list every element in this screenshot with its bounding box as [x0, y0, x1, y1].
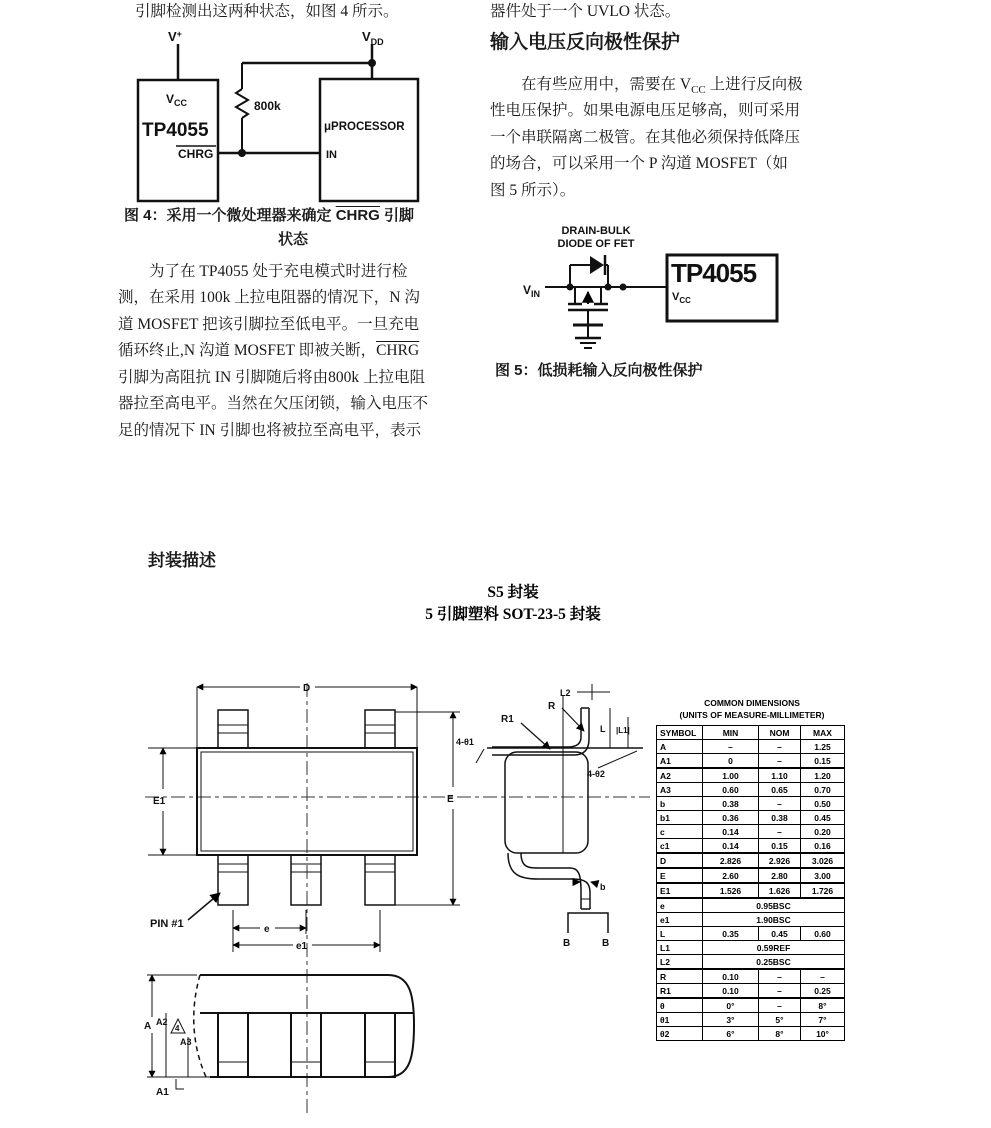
dim-symbol-cell: e1: [657, 913, 703, 927]
chrg-overlined: CHRG: [335, 207, 380, 224]
dim-table-row: [657, 768, 845, 783]
figure-5-caption: 图 5：低损耗输入反向极性保护: [495, 362, 703, 379]
dim-symbol-cell: E: [657, 868, 703, 883]
dim-table-row: [657, 740, 845, 754]
body-line: 器拉至高电平。当然在欠压闭锁，输入电压不: [118, 395, 429, 412]
side-view: [147, 975, 414, 1077]
dim-value-cell: 5°: [759, 1013, 801, 1027]
dim-A1-label: A1: [156, 1087, 169, 1098]
col-header-max: MAX: [801, 726, 845, 740]
package-drawing: [140, 675, 654, 1125]
drain-bulk-note-line2: DIODE OF FET: [557, 238, 635, 250]
body-line: 的场合，可以采用一个 P 沟道 MOSFET（如: [490, 155, 788, 172]
dim-table-header-row: [657, 726, 845, 740]
dim-symbol-cell: R1: [657, 984, 703, 999]
body-line: 性电压保护。如果电源电压足够高，则可采用: [490, 102, 801, 119]
dim-value-cell: 1.25: [801, 740, 845, 754]
in-pin-label: IN: [326, 149, 337, 161]
dim-R-label: R: [548, 701, 556, 712]
dim-table-row: [657, 853, 845, 868]
dim-symbol-cell: R: [657, 969, 703, 984]
body-text: 引脚检测出这两种状态，如图 4 所示。: [135, 3, 399, 20]
figure-4-caption-line2: 状态: [277, 231, 308, 248]
dim-table-row: [657, 998, 845, 1013]
dim-table-row: [657, 955, 845, 970]
dim-L-label: L: [600, 724, 606, 734]
dimensions-table-block: [656, 697, 848, 1041]
dim-symbol-cell: θ1: [657, 1013, 703, 1027]
dim-value-cell: 2.80: [759, 868, 801, 883]
dim-table-row: [657, 984, 845, 999]
package-section-heading: 封装描述: [148, 551, 216, 570]
chrg-overlined: CHRG: [376, 342, 420, 359]
dim-table-row: [657, 941, 845, 955]
dim-R1-label: R1: [501, 714, 514, 725]
dim-value-cell: 0.38: [759, 811, 801, 825]
dim-value-cell: 0.10: [703, 969, 759, 984]
body-line: 器件处于一个 UVLO 状态。: [490, 3, 681, 20]
dim-E-label: E: [447, 794, 454, 805]
dim-value-cell: 0.14: [703, 825, 759, 839]
dim-symbol-cell: c1: [657, 839, 703, 854]
dim-A-label: A: [144, 1021, 152, 1032]
dim-value-cell: 2.826: [703, 853, 759, 868]
dim-symbol-cell: e: [657, 898, 703, 913]
dim-table-row: [657, 1027, 845, 1041]
body-line: 测，在采用 100k 上拉电阻器的情况下，N 沟: [118, 289, 420, 306]
vplus-label: V+: [168, 29, 182, 44]
dim-value-cell: 0.25BSC: [703, 955, 845, 970]
dim-E1-label: E1: [153, 796, 166, 807]
figure-4-circuit: [120, 25, 472, 207]
dim-symbol-cell: L1: [657, 941, 703, 955]
dim-table-row: [657, 868, 845, 883]
dim-value-cell: 0.95BSC: [703, 898, 845, 913]
dim-value-cell: 0.60: [801, 927, 845, 941]
resistor-value-label: 800k: [254, 99, 281, 113]
dim-value-cell: 0.59REF: [703, 941, 845, 955]
dim-symbol-cell: A2: [657, 768, 703, 783]
processor-box: [320, 79, 418, 201]
dim-value-cell: 2.926: [759, 853, 801, 868]
ground-symbol: [573, 325, 603, 348]
vcc-subscript: CC: [691, 84, 706, 97]
pin1-label: PIN #1: [150, 918, 184, 930]
dim-table-row: [657, 839, 845, 854]
figure-5-circuit: [493, 222, 793, 362]
dim-value-cell: 0.10: [703, 984, 759, 999]
dim-table: [656, 725, 845, 1041]
dim-table-row: [657, 913, 845, 927]
dim-value-cell: 0.60: [703, 783, 759, 797]
dim-table-row: [657, 797, 845, 811]
dim-value-cell: 0.70: [801, 783, 845, 797]
tp4055-label: TP4055: [671, 258, 757, 288]
dim-b-label: b: [600, 882, 606, 892]
dim-value-cell: 1.526: [703, 883, 759, 898]
dim-value-cell: –: [759, 740, 801, 754]
dim-value-cell: –: [759, 825, 801, 839]
dim-table-row: [657, 898, 845, 913]
dim-symbol-cell: E1: [657, 883, 703, 898]
dim-value-cell: 1.00: [703, 768, 759, 783]
body-line: 一个串联隔离二极管。在其他必须保持低降压: [490, 129, 801, 146]
dim-symbol-cell: b1: [657, 811, 703, 825]
dim-value-cell: 8°: [759, 1027, 801, 1041]
dim-value-cell: 0.38: [703, 797, 759, 811]
dim-table-row: [657, 883, 845, 898]
dim-value-cell: 3°: [703, 1013, 759, 1027]
dim-symbol-cell: A3: [657, 783, 703, 797]
dim-E: [395, 712, 460, 905]
dim-symbol-cell: c: [657, 825, 703, 839]
dim-value-cell: 2.60: [703, 868, 759, 883]
dim-A3-label: A3: [180, 1037, 192, 1047]
dim-symbol-cell: A1: [657, 754, 703, 769]
dim-value-cell: 3.00: [801, 868, 845, 883]
dim-value-cell: 0.20: [801, 825, 845, 839]
dim-value-cell: 6°: [703, 1027, 759, 1041]
table-title-line2: (UNITS OF MEASURE-MILLIMETER): [679, 710, 825, 720]
section-B-label: B: [602, 938, 610, 949]
package-title-line1: S5 封装: [487, 584, 539, 601]
dim-e-label: e: [264, 924, 270, 935]
processor-label: μPROCESSOR: [324, 121, 405, 133]
dim-table-body: [657, 740, 845, 1041]
dim-value-cell: 0°: [703, 998, 759, 1013]
section-B-label: B: [563, 938, 571, 949]
dim-symbol-cell: θ: [657, 998, 703, 1013]
dim-value-cell: –: [759, 797, 801, 811]
dim-value-cell: –: [801, 969, 845, 984]
dim-table-row: [657, 1013, 845, 1027]
dim-value-cell: 0.50: [801, 797, 845, 811]
dim-theta1-label: 4-θ1: [456, 737, 474, 747]
dim-value-cell: –: [759, 754, 801, 769]
vdd-label: $V_{DD}$: [362, 29, 384, 47]
dim-value-cell: –: [759, 998, 801, 1013]
dim-symbol-cell: θ2: [657, 1027, 703, 1041]
dim-value-cell: 1.20: [801, 768, 845, 783]
body-line: 循环终止,N 沟道 MOSFET 即被关断，CHRG: [118, 342, 420, 359]
dim-table-row: [657, 825, 845, 839]
dim-table-row: [657, 927, 845, 941]
body-line: 足的情况下 IN 引脚也将被拉至高电平，表示: [118, 422, 422, 439]
dim-table-row: [657, 811, 845, 825]
body-line: 道 MOSFET 把该引脚拉至低电平。一旦充电: [118, 316, 420, 333]
fig5-wires: [545, 255, 667, 287]
dim-value-cell: 0.15: [801, 754, 845, 769]
dim-symbol-cell: b: [657, 797, 703, 811]
package-title-line2: 5 引脚塑料 SOT-23-5 封装: [425, 606, 601, 623]
dim-A2-label: A2: [156, 1017, 168, 1027]
dim-table-row: [657, 754, 845, 769]
tolerance-triangle-label: 4: [175, 1024, 180, 1033]
body-line: 引脚为高阻抗 IN 引脚随后将由800k 上拉电阻: [118, 369, 425, 386]
chrg-pin-label: CHRG: [178, 147, 214, 161]
dim-value-cell: 0.16: [801, 839, 845, 854]
dim-value-cell: 0.65: [759, 783, 801, 797]
diode-symbol: [590, 256, 604, 274]
table-title-line1: COMMON DIMENSIONS: [704, 698, 800, 708]
dim-value-cell: 7°: [801, 1013, 845, 1027]
dim-value-cell: –: [759, 969, 801, 984]
resistor-symbol: [236, 63, 248, 153]
dim-table-row: [657, 969, 845, 984]
col-header-nom: NOM: [759, 726, 801, 740]
dim-table-row: [657, 783, 845, 797]
dim-value-cell: 0.15: [759, 839, 801, 854]
dim-value-cell: 0.35: [703, 927, 759, 941]
dim-value-cell: 1.90BSC: [703, 913, 845, 927]
dim-value-cell: 0.36: [703, 811, 759, 825]
dim-value-cell: 0.14: [703, 839, 759, 854]
detail-leaders: [521, 708, 598, 884]
figure-4-caption: 图 4：采用一个微处理器来确定 CHRG 引脚: [124, 207, 415, 224]
dim-theta2-label: 4-θ2: [587, 769, 605, 779]
col-header-min: MIN: [703, 726, 759, 740]
col-header-symbol: SYMBOL: [657, 726, 703, 740]
dim-value-cell: 10°: [801, 1027, 845, 1041]
vcc-pin-label: $V_{CC}$: [672, 291, 691, 305]
body-line: 在有些应用中，需要在 $V_{CC}$ 上进行反向极: [521, 76, 803, 97]
dim-symbol-cell: L: [657, 927, 703, 941]
dim-symbol-cell: D: [657, 853, 703, 868]
mosfet-symbol: [568, 287, 608, 325]
dim-symbol-cell: A: [657, 740, 703, 754]
dim-L2-label: L2: [560, 688, 571, 698]
drain-bulk-note-line1: DRAIN-BULK: [561, 225, 631, 237]
dim-value-cell: 3.026: [801, 853, 845, 868]
body-line: [118, 2, 485, 22]
vcc-pin-label: $V_{CC}$: [166, 92, 188, 108]
vin-label: $V_{IN}$: [523, 283, 541, 299]
dim-D-label: D: [303, 683, 311, 694]
dim-value-cell: 1.626: [759, 883, 801, 898]
dim-e1-label: e1: [296, 941, 308, 952]
dim-symbol-cell: L2: [657, 955, 703, 970]
tp4055-label: TP4055: [142, 120, 209, 141]
dim-value-cell: 1.726: [801, 883, 845, 898]
dim-value-cell: 0.45: [759, 927, 801, 941]
dim-value-cell: 0.45: [801, 811, 845, 825]
dim-value-cell: 0: [703, 754, 759, 769]
body-line: 图 5 所示）。: [490, 182, 576, 199]
dim-value-cell: 1.10: [759, 768, 801, 783]
section-heading: 输入电压反向极性保护: [490, 32, 681, 53]
dim-value-cell: 0.25: [801, 984, 845, 999]
dim-value-cell: 8°: [801, 998, 845, 1013]
pin1-leader: [188, 893, 220, 920]
dim-value-cell: –: [703, 740, 759, 754]
side-view-dims: [152, 975, 188, 1089]
dim-value-cell: –: [759, 984, 801, 999]
dim-L1-label: |L1|: [616, 726, 630, 735]
body-line: 为了在 TP4055 处于充电模式时进行检: [149, 263, 408, 280]
